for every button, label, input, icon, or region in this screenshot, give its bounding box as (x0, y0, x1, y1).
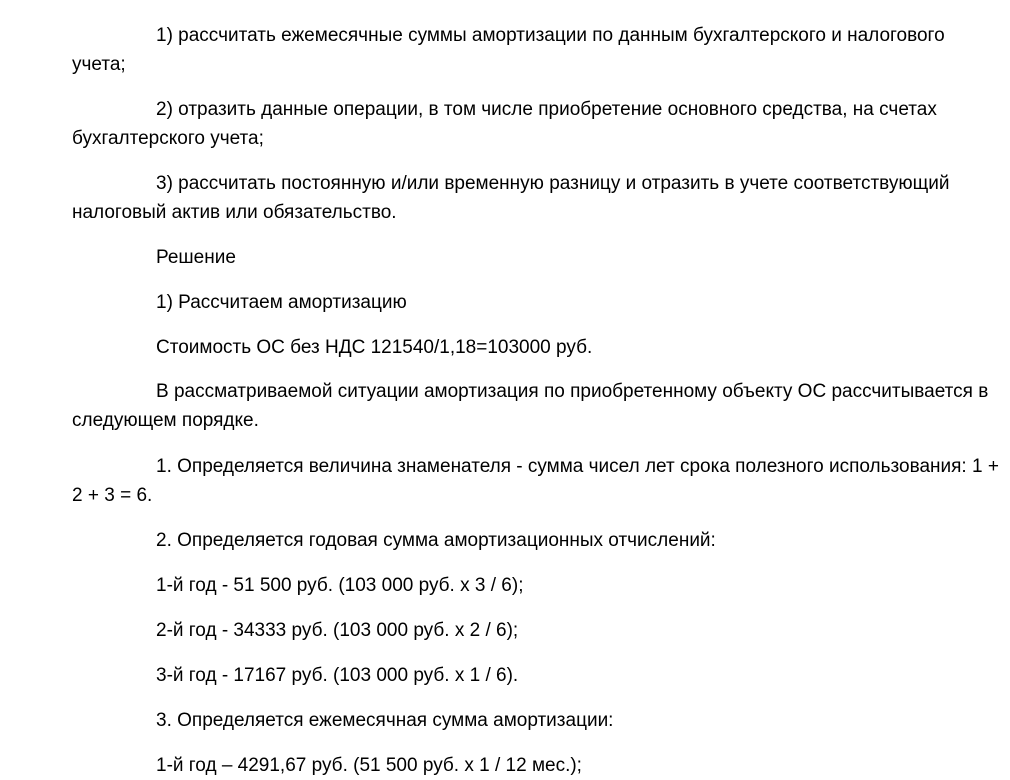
calculation-intro: В рассматриваемой ситуации амортизация по приобретенному объекту ОС рассчитывается в следующем порядке. (72, 381, 989, 431)
step-1-heading: 1) Рассчитаем амортизацию (156, 292, 407, 313)
monthly-amount-step: 3. Определяется ежемесячная сумма амортизации: (156, 710, 614, 731)
year-1-amount: 1-й год - 51 500 руб. (103 000 руб. x 3 / 6); (156, 575, 524, 596)
task-item-3: 3) рассчитать постоянную и/или временную разницу и отразить в учете соответствующий налоговый актив или обязательство. (72, 173, 950, 223)
annual-amount-step: 2. Определяется годовая сумма амортизационных отчислений: (156, 530, 716, 551)
year-2-amount: 2-й год - 34333 руб. (103 000 руб. x 2 / 6); (156, 620, 519, 641)
solution-heading: Решение (156, 247, 236, 268)
asset-cost-line: Стоимость ОС без НДС 121540/1,18=103000 руб. (156, 337, 593, 358)
year-3-amount: 3-й год - 17167 руб. (103 000 руб. x 1 / 6). (156, 665, 519, 686)
task-item-2: 2) отразить данные операции, в том числе приобретение основного средства, на счетах бухгалтерского учета; (72, 99, 937, 149)
denominator-step: 1. Определяется величина знаменателя - сумма чисел лет срока полезного использования: 1 + 2 + 3 = 6. (72, 456, 999, 506)
task-item-1: 1) рассчитать ежемесячные суммы амортизации по данным бухгалтерского и налогового учета; (72, 25, 945, 75)
year-1-monthly-amount: 1-й год – 4291,67 руб. (51 500 руб. x 1 / 12 мес.); (156, 755, 582, 776)
